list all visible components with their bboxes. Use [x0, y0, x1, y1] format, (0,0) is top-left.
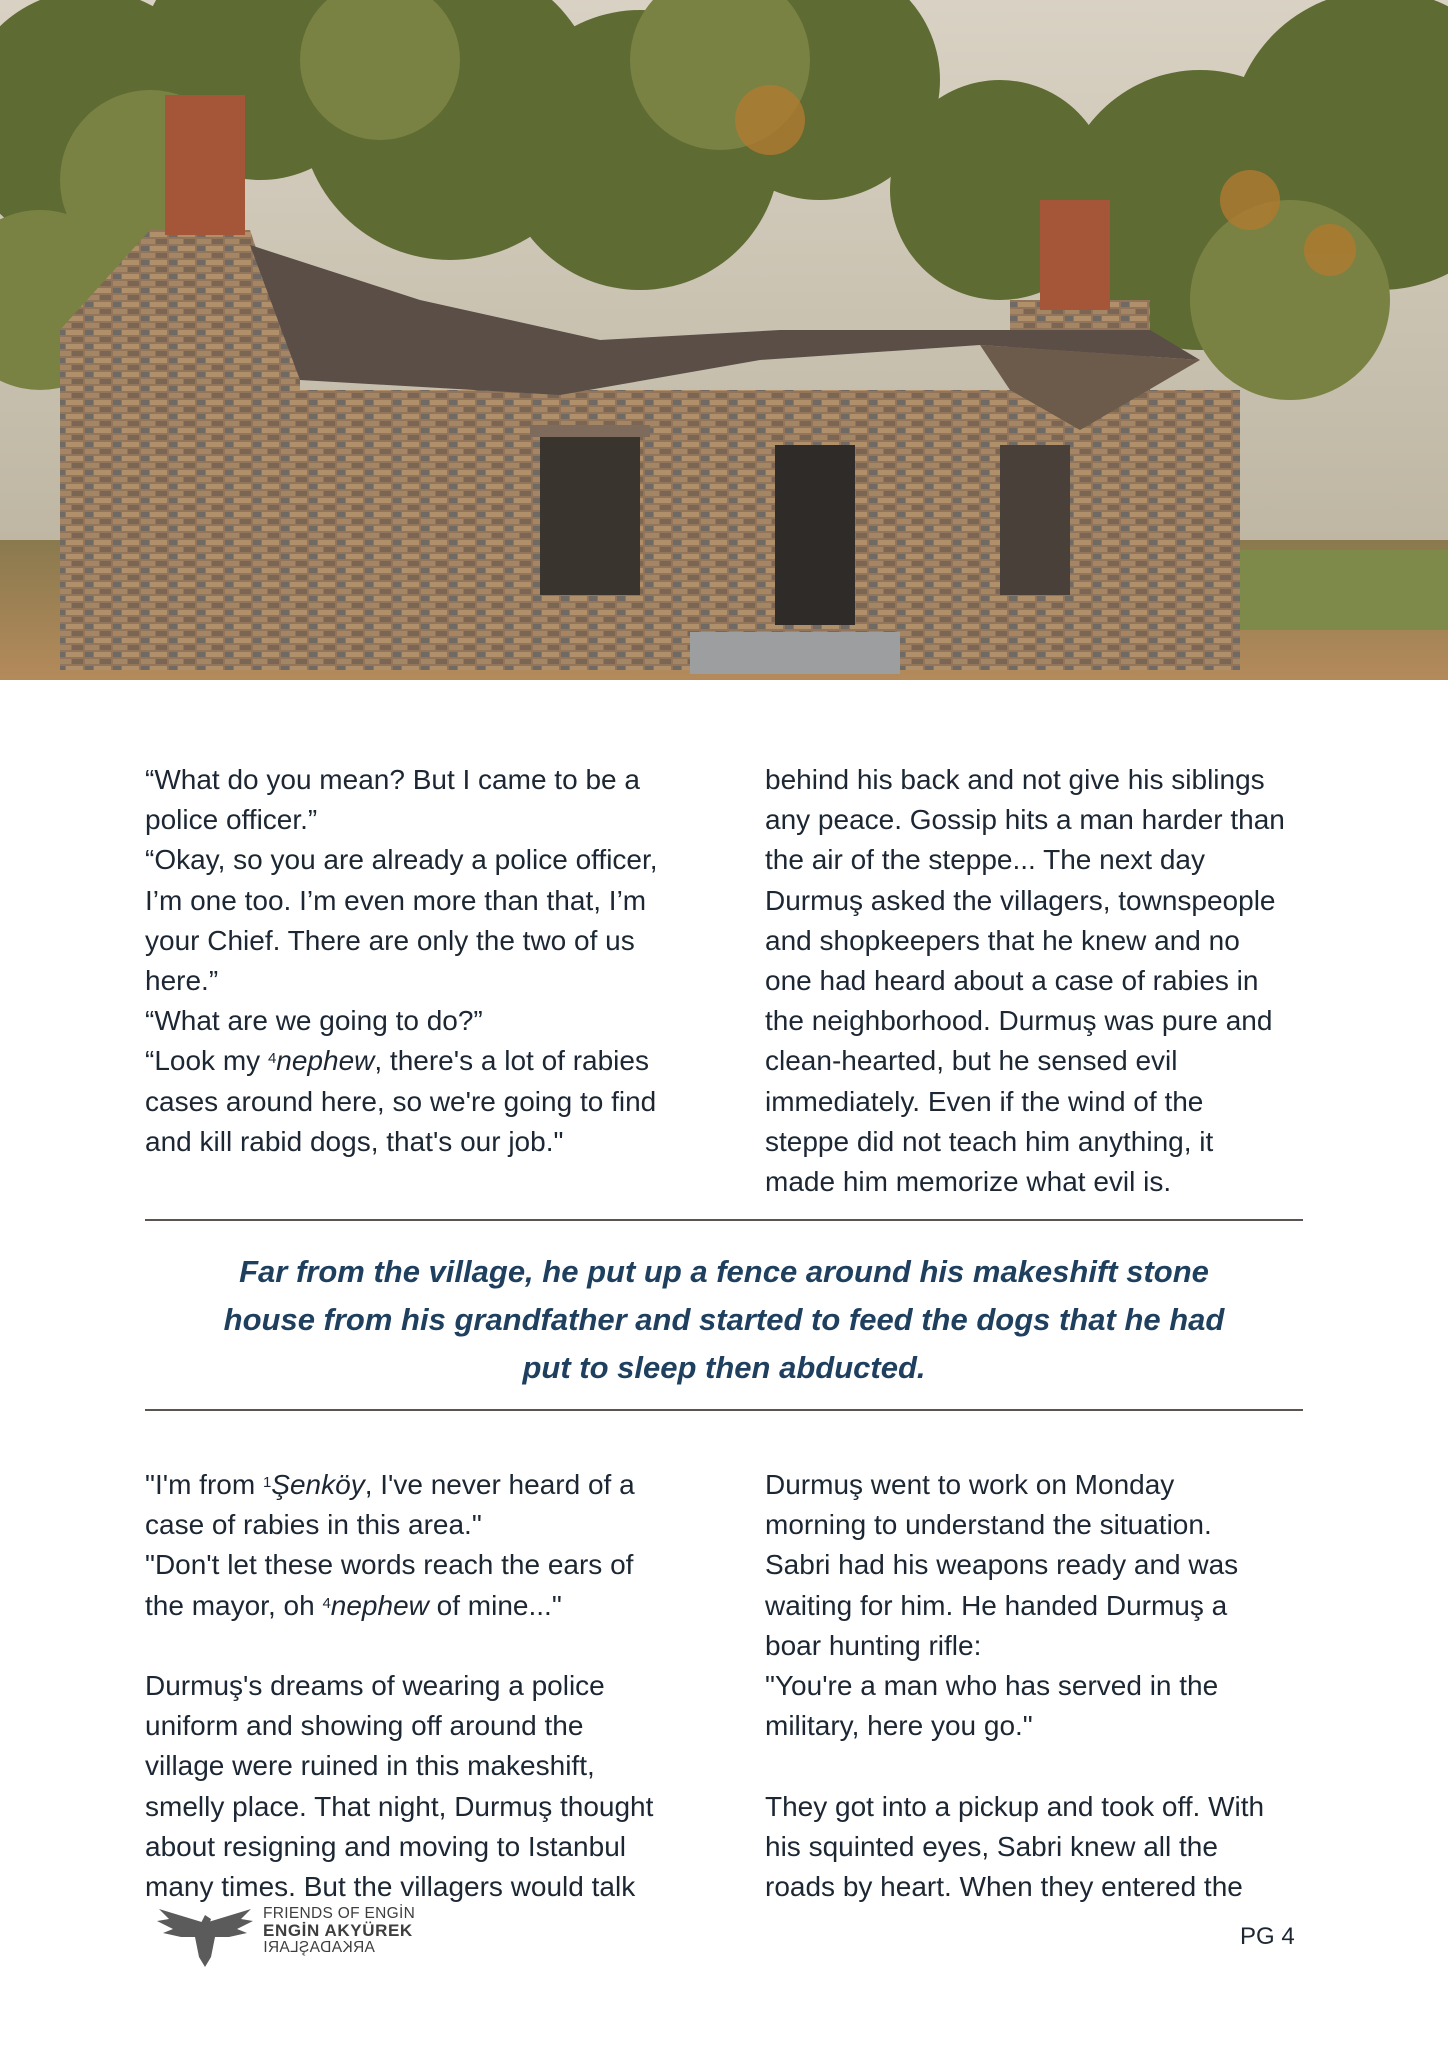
paragraph-line: Durmuş went to work on Monday: [765, 1469, 1175, 1500]
paragraph-line: Durmuş's dreams of wearing a police: [145, 1670, 605, 1701]
paragraph-line: morning to understand the situation.: [765, 1509, 1212, 1541]
paragraph-line: “What are we going to do?”: [145, 1005, 483, 1037]
logo-text: [263, 1905, 415, 1956]
paragraph-line: clean-hearted, but he sensed evil: [765, 1045, 1178, 1077]
paragraph-line: behind his back and not give his siblings: [765, 764, 1265, 795]
paragraph-line: smelly place. That night, Durmuş thought: [145, 1790, 654, 1822]
footnote-mark: 4: [267, 1050, 277, 1068]
paragraph-line: his squinted eyes, Sabri knew all the: [765, 1830, 1218, 1862]
pull-quote-line: house from his grandfather and started to feed the dogs that he had: [223, 1302, 1225, 1337]
paragraph-line: "You're a man who has served in the: [765, 1670, 1219, 1702]
paragraph-line: “Okay, so you are already a police officer,: [145, 844, 658, 876]
text-column-bottom-left: [145, 1465, 705, 1907]
text-column-top-right: [765, 760, 1325, 1202]
paragraph-line: waiting for him. He handed Durmuş a: [765, 1589, 1228, 1621]
paragraph-line: uniform and showing off around the: [145, 1710, 584, 1742]
paragraph-line: steppe did not teach him anything, it: [765, 1125, 1214, 1157]
paragraph-line: “Look my $^4$nephew, there's a lot of rabies: [145, 1045, 649, 1077]
text-column-top-left: [145, 760, 705, 1162]
logo-line-2: ENGİN AKYÜREK: [263, 1921, 413, 1940]
paragraph-line: one had heard about a case of rabies in: [765, 965, 1259, 997]
footnote-mark: 4: [322, 1594, 331, 1612]
eagle-logo-icon: [155, 1903, 255, 1969]
paragraph-line: many times. But the villagers would talk: [145, 1871, 636, 1903]
paragraph-line: village were ruined in this makeshift,: [145, 1750, 595, 1782]
paragraph-line: made him memorize what evil is.: [765, 1166, 1172, 1198]
pull-quote-line: Far from the village, he put up a fence around his makeshift stone: [239, 1254, 1209, 1289]
paragraph-line: about resigning and moving to Istanbul: [145, 1830, 626, 1862]
logo-line-1: FRIENDS OF ENGİN: [263, 1905, 416, 1922]
paragraph-line: here.”: [145, 965, 219, 997]
paragraph-gap: [765, 1746, 1325, 1786]
hero-photo: [0, 0, 1448, 680]
paragraph-line: They got into a pickup and took off. With: [765, 1790, 1265, 1822]
paragraph-line: Durmuş asked the villagers, townspeople: [765, 884, 1276, 916]
paragraph-line: any peace. Gossip hits a man harder than: [765, 804, 1285, 836]
paragraph-line: the neighborhood. Durmuş was pure and: [765, 1005, 1273, 1037]
footer-logo: [155, 1903, 435, 1973]
page-number: PG 4: [1240, 1923, 1295, 1950]
footnote-mark: 1: [262, 1474, 272, 1491]
paragraph-gap: [145, 1626, 705, 1666]
paragraph-line: the mayor, oh $^4$nephew of mine...": [145, 1589, 562, 1621]
text-column-bottom-right: [765, 1465, 1325, 1907]
paragraph-line: "Don't let these words reach the ears of: [145, 1549, 634, 1581]
paragraph-line: "I'm from $^1$Şenköy, I've never heard of a: [145, 1469, 635, 1500]
ruined-stone-house-illustration: [0, 0, 1448, 680]
logo-line-3: ARKADAŞLARI: [263, 1939, 375, 1956]
paragraph-line: military, here you go.": [765, 1710, 1033, 1742]
paragraph-line: your Chief. There are only the two of us: [145, 924, 635, 956]
paragraph-line: I’m one too. I’m even more than that, I’m: [145, 884, 647, 916]
paragraph-line: “What do you mean? But I came to be a: [145, 764, 640, 795]
paragraph-line: and shopkeepers that he knew and no: [765, 924, 1240, 956]
pull-quote-line: put to sleep then abducted.: [522, 1350, 926, 1385]
paragraph-line: immediately. Even if the wind of the: [765, 1085, 1204, 1117]
paragraph-line: the air of the steppe... The next day: [765, 844, 1205, 876]
pull-quote: [200, 1248, 1248, 1392]
paragraph-line: boar hunting rifle:: [765, 1629, 982, 1661]
paragraph-line: case of rabies in this area.": [145, 1509, 482, 1541]
paragraph-line: and kill rabid dogs, that's our job.": [145, 1125, 564, 1157]
divider-top: [145, 1219, 1303, 1221]
paragraph-line: cases around here, so we're going to find: [145, 1085, 657, 1117]
paragraph-line: Sabri had his weapons ready and was: [765, 1549, 1239, 1581]
paragraph-line: roads by heart. When they entered the: [765, 1871, 1243, 1903]
divider-bottom: [145, 1409, 1303, 1411]
paragraph-line: police officer.”: [145, 804, 318, 836]
